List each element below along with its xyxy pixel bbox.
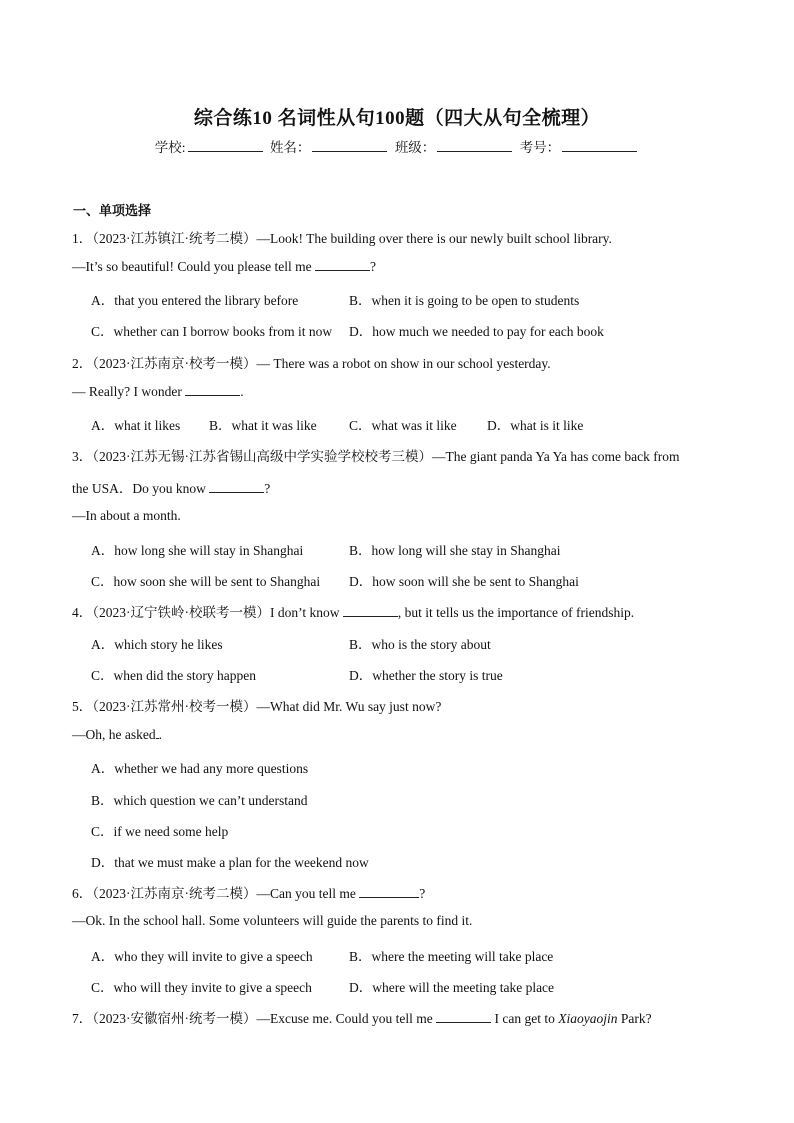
q6-option-c: C．who will they invite to give a speech xyxy=(91,980,312,995)
exam-number-label: 考号： xyxy=(519,140,561,155)
q5-line2-text: —Oh, he asked xyxy=(72,727,156,742)
q5-line2 xyxy=(72,726,162,743)
q4-answer-blank xyxy=(343,604,398,617)
q7-stem-end: Park? xyxy=(617,1011,652,1026)
q5-option-d: D．that we must make a plan for the weekend now xyxy=(91,855,369,870)
q1-option-c: C．whether can I borrow books from it now xyxy=(91,324,333,339)
q6-stem-end: ? xyxy=(419,886,426,901)
q3-stem: 3．（2023·江苏无锡·江苏省锡山高级中学实验学校校考三模）—The giant panda Ya Ya has come back from xyxy=(72,449,680,464)
q4-option-a: A．which story he likes xyxy=(91,637,223,652)
q5-option-a: A．whether we had any more questions xyxy=(91,761,309,776)
class-label: 班级： xyxy=(394,140,436,155)
q1-line2-end: ? xyxy=(369,259,376,274)
q4-stem-text: 4．（2023·辽宁铁岭·校联考一模）I don’t know xyxy=(72,605,343,620)
school-label: 学校: xyxy=(154,140,186,155)
q3-option-a: A．how long she will stay in Shanghai xyxy=(91,543,304,558)
class-blank[interactable] xyxy=(437,139,512,152)
q3-option-c: C．how soon she will be sent to Shanghai xyxy=(91,574,321,589)
document-title: 综合练10 名词性从句100题（四大从句全梳理） xyxy=(193,108,601,129)
q6-line2: —Ok. In the school hall. Some volunteers will guide the parents to find it. xyxy=(72,913,473,928)
name-blank[interactable] xyxy=(312,139,387,152)
exam-number-blank[interactable] xyxy=(562,139,637,152)
q2-option-d: D．what is it like xyxy=(487,418,584,433)
q2-answer-blank xyxy=(185,383,240,396)
q1-line2-text: —It’s so beautiful! Could you please tell me xyxy=(72,259,315,274)
student-info-line xyxy=(0,136,794,156)
q3-line2 xyxy=(72,477,270,497)
q6-option-a: A．who they will invite to give a speech xyxy=(91,949,313,964)
q1-option-b: B．when it is going to be open to students xyxy=(349,293,580,308)
q7-answer-blank xyxy=(436,1010,491,1023)
section-heading: 一、单项选择 xyxy=(73,203,152,218)
q5-line2-end: . xyxy=(158,727,162,742)
q7-stem-mid: I can get to xyxy=(491,1011,559,1026)
q2-option-a: A．what it likes xyxy=(91,418,181,433)
q2-line2-end: . xyxy=(240,384,244,399)
q5-option-c: C．if we need some help xyxy=(91,824,229,839)
q1-answer-blank xyxy=(315,258,370,271)
q3-option-b: B．how long will she stay in Shanghai xyxy=(349,543,561,558)
q3-answer-blank xyxy=(209,480,264,493)
q7-stem xyxy=(72,1007,652,1027)
q5-stem: 5．（2023·江苏常州·校考一模）—What did Mr. Wu say just now? xyxy=(72,699,442,714)
q7-park-name: Xiaoyaojin xyxy=(558,1011,618,1026)
q4-option-c: C．when did the story happen xyxy=(91,668,256,683)
q3-line2-text: the USA．Do you know xyxy=(72,481,210,496)
q4-stem-end: , but it tells us the importance of friendship. xyxy=(397,605,635,620)
q1-option-d: D．how much we needed to pay for each book xyxy=(349,324,604,339)
q2-option-b: B．what it was like xyxy=(209,418,317,433)
q6-option-b: B．where the meeting will take place xyxy=(349,949,554,964)
q1-stem: 1．（2023·江苏镇江·统考二模）—Look! The building over there is our newly built school library. xyxy=(72,231,612,246)
q1-line2 xyxy=(72,258,376,275)
q3-line3: —In about a month. xyxy=(72,508,181,523)
q4-option-d: D．whether the story is true xyxy=(349,668,503,683)
name-label: 姓名： xyxy=(269,140,311,155)
q6-option-d: D．where will the meeting take place xyxy=(349,980,555,995)
school-blank[interactable] xyxy=(188,139,263,152)
q4-stem xyxy=(72,601,634,621)
q1-option-a: A．that you entered the library before xyxy=(91,293,299,308)
q2-line2 xyxy=(72,383,244,400)
q2-stem: 2．（2023·江苏南京·校考一模）— There was a robot on show in our school yesterday. xyxy=(72,356,551,371)
q6-answer-blank xyxy=(359,885,419,898)
q4-option-b: B．who is the story about xyxy=(349,637,491,652)
q6-stem xyxy=(72,882,425,902)
q2-option-c: C．what was it like xyxy=(349,418,457,433)
q3-option-d: D．how soon will she be sent to Shanghai xyxy=(349,574,579,589)
q7-stem-text: 7．（2023·安徽宿州·统考一模）—Excuse me. Could you tell me xyxy=(72,1011,437,1026)
q6-stem-text: 6．（2023·江苏南京·统考二模）—Can you tell me xyxy=(72,886,360,901)
q3-line2-end: ? xyxy=(264,481,271,496)
q5-option-b: B．which question we can’t understand xyxy=(91,793,308,808)
q2-line2-text: — Really? I wonder xyxy=(72,384,186,399)
